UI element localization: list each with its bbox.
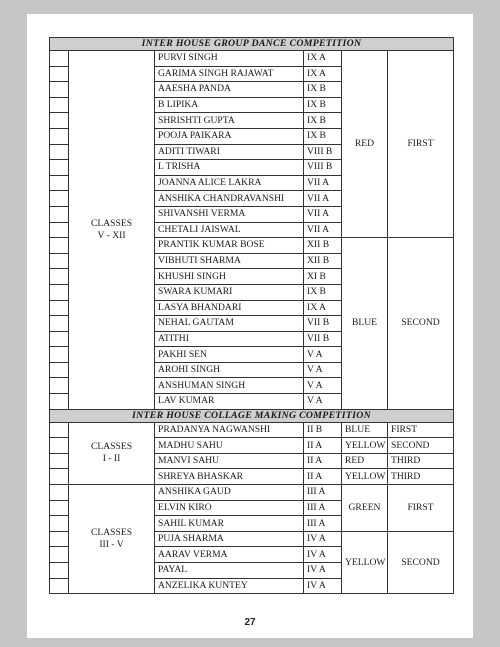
row-marker-cell [50, 253, 69, 269]
student-class: XII B [304, 238, 342, 254]
student-name: SWARA KUMARI [155, 284, 304, 300]
row-marker-cell [50, 144, 69, 160]
section-title: INTER HOUSE GROUP DANCE COMPETITION [50, 38, 454, 51]
student-class: IX A [304, 51, 342, 67]
position-cell: FIRST [388, 422, 454, 438]
student-class: IV A [304, 531, 342, 547]
student-class: IX A [304, 300, 342, 316]
student-class: VII B [304, 331, 342, 347]
class-group-label: III - V [99, 539, 124, 551]
student-name: ANZELIKA KUNTEY [155, 578, 304, 594]
results-table [49, 37, 454, 594]
student-class: II A [304, 438, 342, 454]
student-class: IX A [304, 66, 342, 82]
house-cell: GREEN [342, 485, 388, 532]
row-marker-cell [50, 485, 69, 501]
student-name: MADHU SAHU [155, 438, 304, 454]
student-name: GARIMA SINGH RAJAWAT [155, 66, 304, 82]
position-cell: SECOND [388, 531, 454, 593]
house-cell: RED [342, 51, 388, 238]
class-group-label: V - XII [97, 229, 126, 241]
student-name: MANVI SAHU [155, 453, 304, 469]
student-class: IX B [304, 97, 342, 113]
table-row [50, 422, 454, 438]
house-cell: YELLOW [342, 469, 388, 485]
class-group-cell [69, 51, 155, 410]
student-class: IX B [304, 82, 342, 98]
row-marker-cell [50, 82, 69, 98]
student-class: III A [304, 485, 342, 501]
student-name: AAESHA PANDA [155, 82, 304, 98]
position-cell: SECOND [388, 238, 454, 410]
class-group-cell [69, 422, 155, 484]
student-class: IV A [304, 547, 342, 563]
position-cell: FIRST [388, 485, 454, 532]
student-name: B LIPIKA [155, 97, 304, 113]
section-header-row [50, 38, 454, 51]
student-class: IV A [304, 578, 342, 594]
row-marker-cell [50, 269, 69, 285]
student-class: VIII B [304, 160, 342, 176]
student-class: V A [304, 362, 342, 378]
row-marker-cell [50, 394, 69, 410]
student-class: II A [304, 469, 342, 485]
class-group-label: I - II [102, 453, 121, 465]
house-cell: BLUE [342, 422, 388, 438]
house-cell: YELLOW [342, 531, 388, 593]
student-name: PAYAL [155, 563, 304, 579]
row-marker-cell [50, 97, 69, 113]
row-marker-cell [50, 300, 69, 316]
student-class: VII B [304, 316, 342, 332]
row-marker-cell [50, 128, 69, 144]
student-name: PURVI SINGH [155, 51, 304, 67]
row-marker-cell [50, 378, 69, 394]
house-cell: YELLOW [342, 438, 388, 454]
row-marker-cell [50, 438, 69, 454]
student-name: PUJA SHARMA [155, 531, 304, 547]
student-class: XI B [304, 269, 342, 285]
row-marker-cell [50, 516, 69, 532]
student-class: VII A [304, 206, 342, 222]
row-marker-cell [50, 160, 69, 176]
section-title: INTER HOUSE COLLAGE MAKING COMPETITION [50, 409, 454, 422]
student-name: LAV KUMAR [155, 394, 304, 410]
row-marker-cell [50, 66, 69, 82]
student-class: IX B [304, 128, 342, 144]
student-name: PRADANYA NAGWANSHI [155, 422, 304, 438]
table-row [50, 485, 454, 501]
student-name: ANSHIKA CHANDRAVANSHI [155, 191, 304, 207]
position-cell: THIRD [388, 469, 454, 485]
row-marker-cell [50, 284, 69, 300]
house-cell: RED [342, 453, 388, 469]
row-marker-cell [50, 51, 69, 67]
section-header-row [50, 409, 454, 422]
student-class: VII A [304, 175, 342, 191]
row-marker-cell [50, 191, 69, 207]
student-class: V A [304, 378, 342, 394]
page-number: 27 [244, 617, 256, 628]
student-name: AARAV VERMA [155, 547, 304, 563]
row-marker-cell [50, 547, 69, 563]
row-marker-cell [50, 500, 69, 516]
row-marker-cell [50, 453, 69, 469]
row-marker-cell [50, 222, 69, 238]
row-marker-cell [50, 362, 69, 378]
student-class: III A [304, 500, 342, 516]
student-name: ANSHUMAN SINGH [155, 378, 304, 394]
row-marker-cell [50, 238, 69, 254]
student-name: ELVIN KIRO [155, 500, 304, 516]
class-group-label: CLASSES [90, 217, 133, 229]
student-name: NEHAL GAUTAM [155, 316, 304, 332]
row-marker-cell [50, 531, 69, 547]
house-cell: BLUE [342, 238, 388, 410]
document-page [27, 14, 473, 638]
row-marker-cell [50, 175, 69, 191]
student-name: L TRISHA [155, 160, 304, 176]
row-marker-cell [50, 331, 69, 347]
row-marker-cell [50, 563, 69, 579]
student-class: VII A [304, 222, 342, 238]
student-class: VII A [304, 191, 342, 207]
student-name: SAHIL KUMAR [155, 516, 304, 532]
student-name: CHETALI JAISWAL [155, 222, 304, 238]
student-class: II B [304, 422, 342, 438]
row-marker-cell [50, 469, 69, 485]
student-name: ATITHI [155, 331, 304, 347]
student-name: JOANNA ALICE LAKRA [155, 175, 304, 191]
row-marker-cell [50, 422, 69, 438]
student-class: V A [304, 347, 342, 363]
student-class: III A [304, 516, 342, 532]
position-cell: FIRST [388, 51, 454, 238]
student-name: PRANTIK KUMAR BOSE [155, 238, 304, 254]
student-class: VIII B [304, 144, 342, 160]
position-cell: THIRD [388, 453, 454, 469]
student-class: IX B [304, 113, 342, 129]
student-name: LASYA BHANDARI [155, 300, 304, 316]
student-name: SHRISHTI GUPTA [155, 113, 304, 129]
student-name: VIBHUTI SHARMA [155, 253, 304, 269]
student-class: IV A [304, 563, 342, 579]
student-name: ANSHIKA GAUD [155, 485, 304, 501]
class-group-label: CLASSES [90, 527, 133, 539]
student-name: ADITI TIWARI [155, 144, 304, 160]
student-name: KHUSHI SINGH [155, 269, 304, 285]
student-name: SHREYA BHASKAR [155, 469, 304, 485]
results-table-body [50, 38, 454, 594]
class-group-cell [69, 485, 155, 594]
student-name: AROHI SINGH [155, 362, 304, 378]
student-class: V A [304, 394, 342, 410]
student-name: PAKHI SEN [155, 347, 304, 363]
student-class: XII B [304, 253, 342, 269]
student-class: IX B [304, 284, 342, 300]
student-name: POOJA PAIKARA [155, 128, 304, 144]
row-marker-cell [50, 578, 69, 594]
row-marker-cell [50, 316, 69, 332]
row-marker-cell [50, 113, 69, 129]
row-marker-cell [50, 206, 69, 222]
student-class: II A [304, 453, 342, 469]
position-cell: SECOND [388, 438, 454, 454]
table-row [50, 51, 454, 67]
class-group-label: CLASSES [90, 441, 133, 453]
student-name: SHIVANSHI VERMA [155, 206, 304, 222]
row-marker-cell [50, 347, 69, 363]
